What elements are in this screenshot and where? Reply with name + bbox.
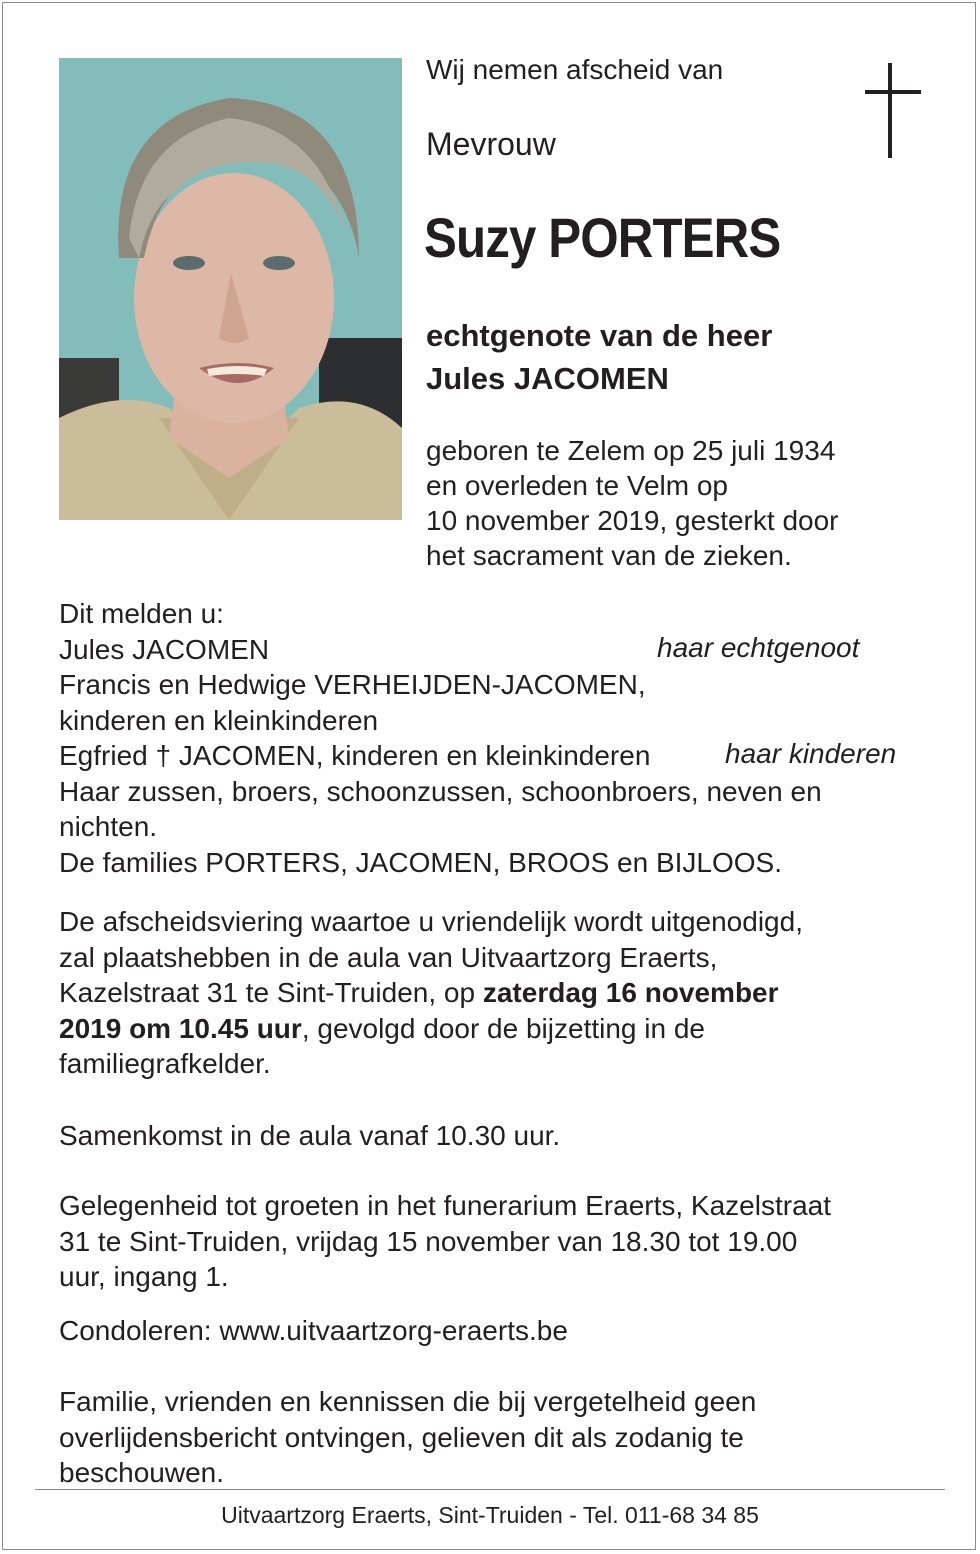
- cross-icon: [860, 60, 926, 160]
- service-line-4: [59, 1011, 803, 1047]
- service-line-2: zal plaatshebben in de aula van Uitvaartzorg Eraerts,: [59, 941, 718, 973]
- closing-line-2: overlijdensbericht ontvingen, gelieven dit als zodanig te: [59, 1421, 744, 1453]
- closing-block: [59, 1384, 756, 1491]
- footer-divider: [35, 1489, 945, 1490]
- spouse-line-2: Jules JACOMEN: [426, 361, 669, 396]
- spouse-block: [426, 314, 772, 400]
- closing-line-1: Familie, vrienden en kennissen die bij vergetelheid geen: [59, 1386, 757, 1417]
- gathering-text: Samenkomst in de aula vanaf 10.30 uur.: [59, 1120, 561, 1151]
- family-child-2: Egfried † JACOMEN, kinderen en kleinkinderen: [59, 740, 651, 771]
- portrait-photo: [59, 58, 402, 520]
- service-block: [59, 904, 803, 1082]
- children-role-label: haar kinderen: [725, 738, 897, 769]
- spouse-role-label: haar echtgenoot: [657, 632, 860, 663]
- bio-line-1: geboren te Zelem op 25 juli 1934: [426, 435, 836, 466]
- family-child-1: Francis en Hedwige VERHEIJDEN-JACOMEN,: [59, 669, 646, 700]
- service-line-5: familiegrafkelder.: [59, 1048, 271, 1079]
- bio-line-2: en overleden te Velm op: [426, 470, 728, 501]
- condolences-text: Condoleren: www.uitvaartzorg-eraerts.be: [59, 1315, 568, 1346]
- service-line-3-text: Kazelstraat 31 te Sint-Truiden, op: [59, 977, 483, 1008]
- bio-line-3: 10 november 2019, gesterkt door: [426, 505, 839, 536]
- service-line-1: De afscheidsviering waartoe u vriendelijk wordt uitgenodigd,: [59, 906, 803, 937]
- family-families: De families PORTERS, JACOMEN, BROOS en BIJLOOS.: [59, 846, 782, 878]
- service-time: 2019 om 10.45 uur: [59, 1012, 302, 1044]
- deceased-name: Suzy PORTERS: [424, 206, 781, 269]
- service-date: zaterdag 16 november: [482, 977, 779, 1008]
- bio-line-4: het sacrament van de zieken.: [426, 540, 792, 571]
- service-line-3: [59, 975, 803, 1011]
- service-line-4-text: , gevolgd door de bijzetting in de: [301, 1012, 705, 1044]
- visitation-block: [59, 1188, 831, 1295]
- family-siblings-1: Haar zussen, broers, schoonzussen, schoonbroers, neven en: [59, 775, 822, 807]
- portrait-illustration: [59, 58, 402, 520]
- footer-text: Uitvaartzorg Eraerts, Sint-Truiden - Tel. 011-68 34 85: [221, 1502, 759, 1528]
- title-text: Mevrouw: [426, 126, 556, 162]
- family-intro: Dit melden u:: [59, 598, 224, 629]
- visitation-line-2: 31 te Sint-Truiden, vrijdag 15 november van 18.30 tot 19.00: [59, 1225, 798, 1257]
- family-child-1-sub: kinderen en kleinkinderen: [59, 704, 379, 736]
- visitation-line-1: Gelegenheid tot groeten in het funerarium Eraerts, Kazelstraat: [59, 1190, 831, 1221]
- bio-block: [426, 433, 838, 573]
- closing-line-3: beschouwen.: [59, 1457, 225, 1488]
- family-spouse: Jules JACOMEN: [59, 633, 270, 665]
- visitation-line-3: uur, ingang 1.: [59, 1261, 229, 1292]
- spouse-line-1: echtgenote van de heer: [426, 318, 773, 353]
- intro-text: Wij nemen afscheid van: [426, 54, 724, 85]
- family-siblings-2: nichten.: [59, 811, 158, 842]
